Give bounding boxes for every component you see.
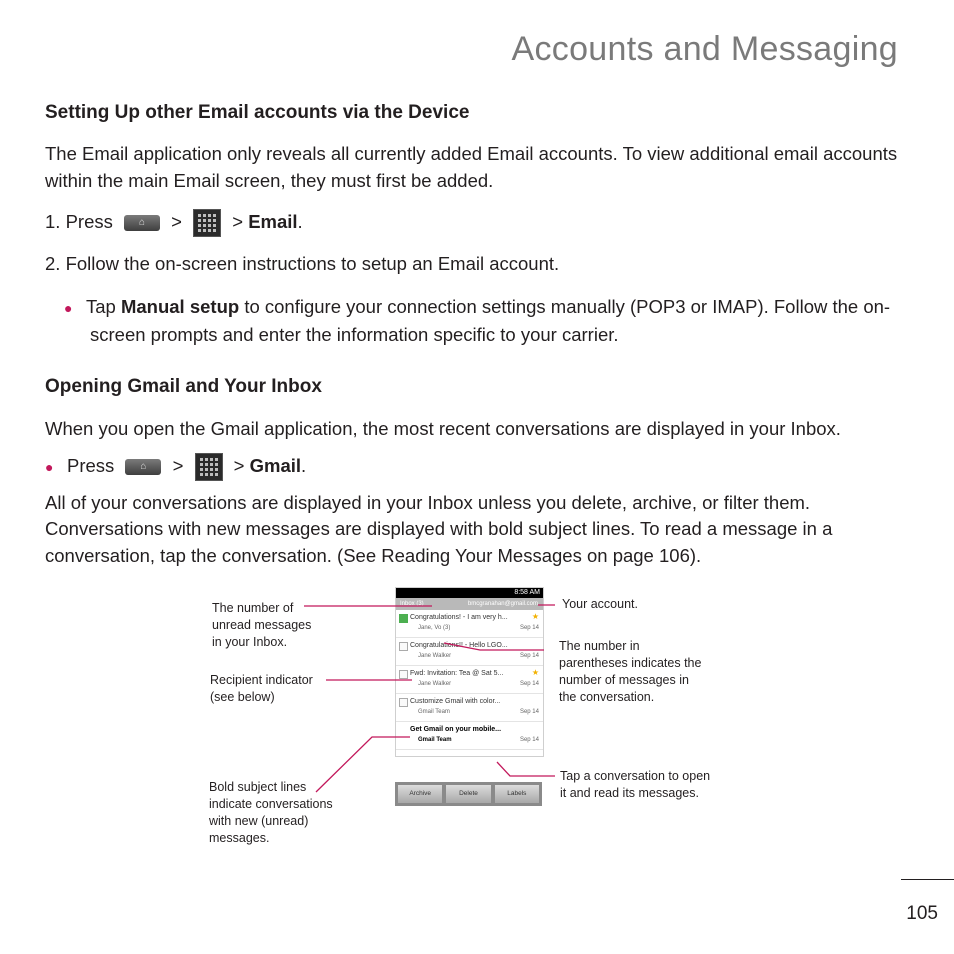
step-1-prefix: 1. Press [45,211,113,232]
subject: Congratulations!! - Hello LGO... [410,642,508,649]
callout-text: The number in [559,639,640,653]
callout-text: The number of [212,601,294,615]
period: . [301,455,307,476]
star-icon: ★ [531,612,539,621]
callout-your-account [562,596,638,613]
labels-button[interactable]: Labels [495,785,539,803]
callout-text: Recipient indicator [210,673,313,687]
period: . [297,211,303,232]
manual-setup-label: Manual setup [120,296,240,317]
callout-text: indicate conversations [209,797,333,811]
bullet-text: Tap [86,296,116,317]
callout-text: unread messages [212,618,312,632]
paragraph: The Email application only reveals all currently added Email accounts. To view additional email accounts [45,143,898,164]
callout-text: Tap a conversation to open [560,769,711,783]
status-bar: 8:58 AM [396,588,543,598]
callout-text: parentheses indicates the [559,656,702,670]
sender: Jane Walker [418,653,452,659]
callout-line-parentheses [444,643,544,650]
page-number: 105 [906,903,938,924]
sender: Gmail Team [418,709,450,715]
step-2: 2. Follow the on-screen instructions to setup an Email account. [45,253,560,274]
sender: Jane Walker [418,681,452,687]
section-heading-gmail: Opening Gmail and Your Inbox [45,376,322,397]
archive-button[interactable]: Archive [398,785,442,803]
star-icon: ★ [531,668,539,677]
callout-tap-conversation [560,768,710,802]
sender: Jane, Vo (3) [418,625,451,631]
date: Sep 14 [519,681,539,687]
callout-text: messages. [209,831,270,845]
callout-text: number of messages in [559,673,689,687]
date: Sep 14 [519,737,539,743]
callout-parentheses [559,638,701,706]
callout-text: with new (unread) [209,814,309,828]
gmail-app-label: Gmail [249,455,302,476]
page-title: Accounts and Messaging [511,30,898,68]
footer-rule [901,879,954,880]
separator: > [232,211,244,232]
inbox-label: Inbox (3) [400,601,424,607]
callout-text: in your Inbox. [212,635,288,649]
subject: Congratulations! - I am very h... [410,614,508,621]
callout-text: Your account. [562,597,638,611]
callout-text: (see below) [210,690,275,704]
subject: Get Gmail on your mobile... [410,726,502,733]
subject: Fwd: Invitation: Tea @ Sat 5... [410,670,504,677]
paragraph: When you open the Gmail application, the most recent conversations are displayed in your Inbox. [45,418,841,439]
paragraph: within the main Email screen, they must first be added. [45,170,494,191]
callout-text: it and read its messages. [560,786,699,800]
subject: Customize Gmail with color... [410,698,501,705]
bullet-text: to configure your connection settings manually (POP3 or IMAP). Follow the on- [244,296,891,317]
callout-text: Bold subject lines [209,780,307,794]
separator: > [172,455,184,476]
callout-recipient [210,672,313,706]
bullet-icon: ● [45,459,54,475]
account-label: bmcgranahan@gmail.com [467,601,538,607]
paragraph: Conversations with new messages are displayed with bold subject lines. To read a message in a [45,518,833,539]
separator: > [233,455,245,476]
bullet-icon: ● [64,300,73,316]
email-app-label: Email [248,211,298,232]
sender: Gmail Team [418,737,452,743]
press-label: Press [67,455,115,476]
callout-bold-subject [209,779,333,847]
home-icon: ⌂ [125,459,161,475]
date: Sep 14 [519,625,539,631]
separator: > [171,211,182,232]
delete-button[interactable]: Delete [446,785,490,803]
date: Sep 14 [519,709,539,715]
callout-unread-count [212,600,311,651]
date: Sep 14 [519,653,539,659]
paragraph: All of your conversations are displayed in your Inbox unless you delete, archive, or filter them. [45,492,811,513]
home-icon: ⌂ [124,215,160,231]
section-heading-email-setup: Setting Up other Email accounts via the Device [45,102,470,123]
paragraph: conversation, tap the conversation. (See Reading Your Messages on page 106). [45,545,702,566]
bullet-continuation: screen prompts and enter the information specific to your carrier. [90,324,619,345]
callout-text: the conversation. [559,690,655,704]
callout-line-tap [497,762,555,776]
